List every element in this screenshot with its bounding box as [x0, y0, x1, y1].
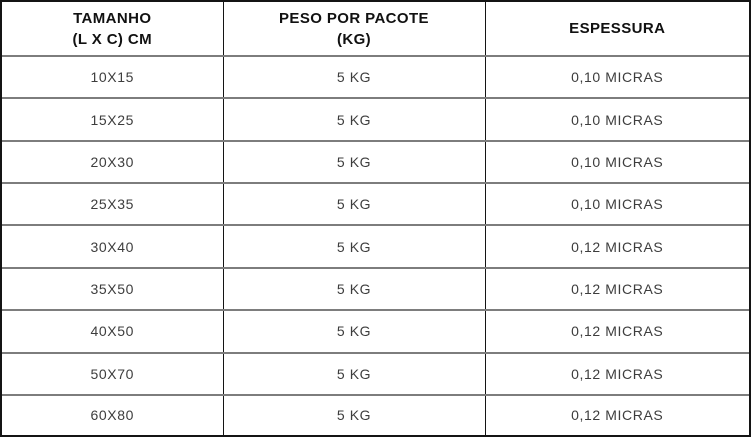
cell-tamanho: 15X25 — [2, 98, 223, 140]
spec-table — [2, 2, 749, 435]
cell-espessura: 0,12 MICRAS — [485, 395, 749, 435]
cell-tamanho: 40X50 — [2, 310, 223, 352]
header-line: TAMANHO — [73, 9, 152, 27]
cell-tamanho: 60X80 — [2, 395, 223, 435]
table-row — [2, 141, 749, 183]
table-row — [2, 98, 749, 140]
cell-espessura: 0,10 MICRAS — [485, 56, 749, 98]
cell-espessura: 0,10 MICRAS — [485, 183, 749, 225]
cell-peso: 5 KG — [223, 225, 485, 267]
cell-tamanho: 35X50 — [2, 268, 223, 310]
table-header-row — [2, 2, 749, 56]
cell-tamanho: 25X35 — [2, 183, 223, 225]
cell-peso: 5 KG — [223, 98, 485, 140]
table-row — [2, 353, 749, 395]
cell-espessura: 0,12 MICRAS — [485, 268, 749, 310]
cell-peso: 5 KG — [223, 310, 485, 352]
cell-tamanho: 20X30 — [2, 141, 223, 183]
cell-peso: 5 KG — [223, 268, 485, 310]
cell-peso: 5 KG — [223, 353, 485, 395]
header-line: (KG) — [336, 30, 372, 48]
table-row — [2, 225, 749, 267]
cell-espessura: 0,10 MICRAS — [485, 98, 749, 140]
cell-tamanho: 50X70 — [2, 353, 223, 395]
column-header-espessura — [485, 2, 749, 56]
header-line: ESPESSURA — [569, 20, 666, 37]
table-row — [2, 183, 749, 225]
column-header-peso-por-pacote — [223, 2, 485, 56]
cell-peso: 5 KG — [223, 141, 485, 183]
cell-tamanho: 10X15 — [2, 56, 223, 98]
header-line: (L X C) CM — [72, 30, 153, 48]
table-row — [2, 310, 749, 352]
cell-espessura: 0,10 MICRAS — [485, 141, 749, 183]
cell-peso: 5 KG — [223, 395, 485, 435]
cell-espessura: 0,12 MICRAS — [485, 353, 749, 395]
column-header-tamanho — [2, 2, 223, 56]
cell-peso: 5 KG — [223, 56, 485, 98]
cell-peso: 5 KG — [223, 183, 485, 225]
header-line: PESO POR PACOTE — [279, 9, 429, 27]
cell-espessura: 0,12 MICRAS — [485, 310, 749, 352]
table-row — [2, 268, 749, 310]
table-row — [2, 395, 749, 435]
table-row — [2, 56, 749, 98]
cell-tamanho: 30X40 — [2, 225, 223, 267]
cell-espessura: 0,12 MICRAS — [485, 225, 749, 267]
